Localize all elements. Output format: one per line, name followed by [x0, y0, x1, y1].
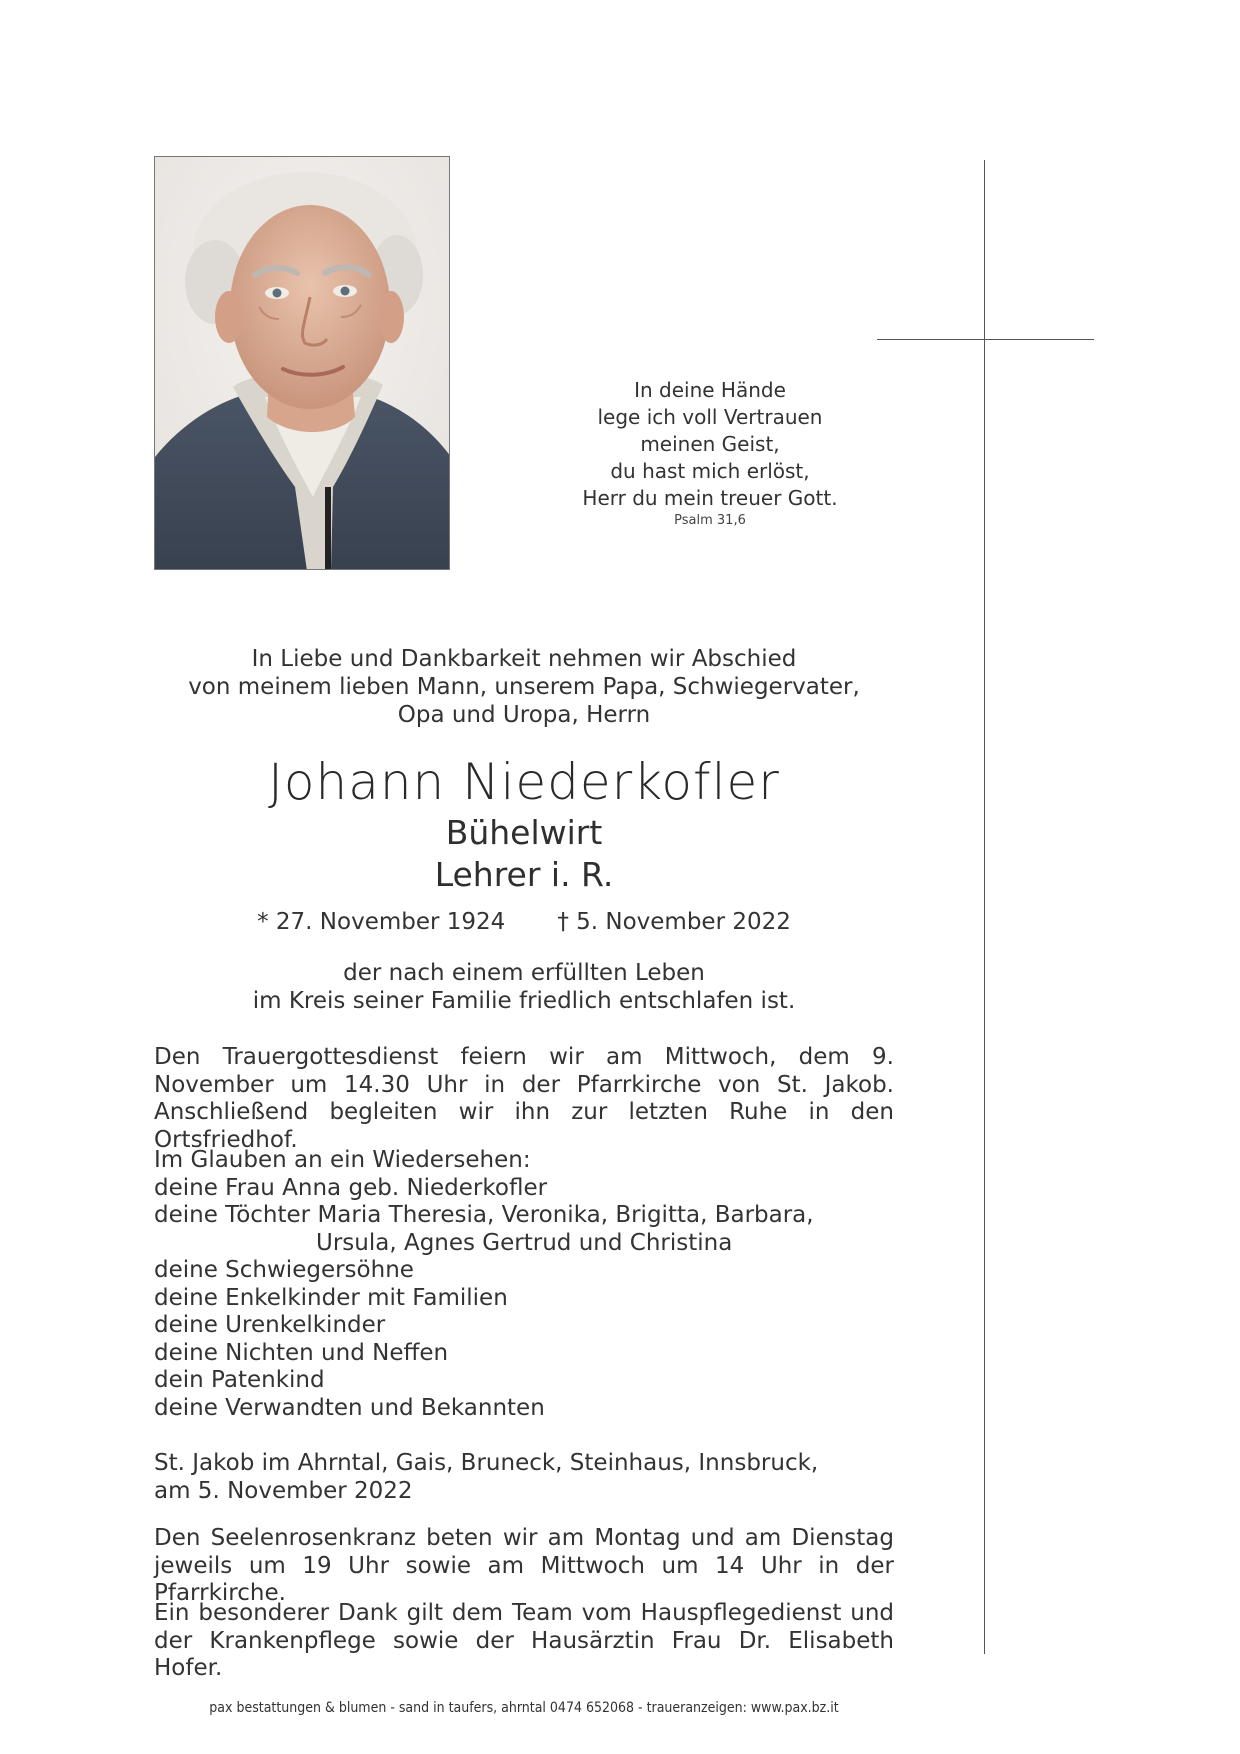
- mourner-line: Ursula, Agnes Gertrud und Christina: [316, 1229, 733, 1256]
- footer-text: pax bestattungen & blumen - sand in taufers, ahrntal 0474 652068 - traueranzeigen: www.pax.bz.it: [209, 1700, 839, 1716]
- portrait-photo: [154, 156, 450, 570]
- mourner-line: dein Patenkind: [154, 1367, 325, 1393]
- life-dates: [154, 907, 894, 937]
- mourner-line: deine Verwandten und Bekannten: [154, 1394, 545, 1421]
- cross-horizontal-line: [877, 339, 1094, 340]
- outro-text: [154, 959, 894, 1015]
- psalm-line: Herr du mein treuer Gott.: [582, 486, 838, 510]
- place-line: St. Jakob im Ahrntal, Gais, Bruneck, Steinhaus, Innsbruck,: [154, 1450, 819, 1476]
- cross-vertical-line: [984, 160, 985, 1654]
- intro-line: von meinem lieben Mann, unserem Papa, Schwiegervater,: [188, 674, 860, 700]
- intro-line: In Liebe und Dankbarkeit nehmen wir Abschied: [251, 646, 797, 672]
- mourner-line: deine Nichten und Neffen: [154, 1339, 449, 1366]
- psalm-line: lege ich voll Vertrauen: [597, 405, 823, 429]
- intro-text: [154, 645, 894, 729]
- outro-line: im Kreis seiner Familie friedlich entschlafen ist.: [252, 988, 796, 1014]
- psalm-reference: Psalm 31,6: [674, 513, 746, 528]
- mourner-line: deine Urenkelkinder: [154, 1312, 386, 1338]
- date-line: am 5. November 2022: [154, 1477, 413, 1504]
- rosary-text: Den Seelenrosenkranz beten wir am Montag und am Dienstag jeweils um 19 Uhr sowie am Mittwoch um 14 Uhr in der Pfarrkirche.: [154, 1525, 894, 1606]
- mourner-line: deine Schwiegersöhne: [154, 1257, 414, 1283]
- psalm-quote: [560, 377, 860, 530]
- psalm-line: du hast mich erlöst,: [610, 459, 810, 483]
- profession: Lehrer i. R.: [434, 855, 614, 894]
- thanks-text: Ein besonderer Dank gilt dem Team vom Hauspflegedienst und der Krankenpflege sowie der Hausärztin Frau Dr. Elisabeth Hofer.: [154, 1600, 894, 1681]
- funeral-service-text: Den Trauergottesdienst feiern wir am Mittwoch, dem 9. November um 14.30 Uhr in der Pfarrkirche von St. Jakob. Anschließend begleiten wir ihn zur letzten Ruhe in den Ortsfriedhof.: [154, 1044, 894, 1153]
- portrait-illustration: [155, 157, 450, 570]
- mourner-line: deine Töchter Maria Theresia, Veronika, Brigitta, Barbara,: [154, 1202, 814, 1228]
- intro-line: Opa und Uropa, Herrn: [397, 702, 651, 728]
- birth-date: * 27. November 1924: [257, 909, 506, 935]
- mourners-heading: Im Glauben an ein Wiedersehen:: [154, 1147, 531, 1173]
- death-date: † 5. November 2022: [557, 909, 791, 935]
- mourners-list: [154, 1147, 894, 1422]
- mourner-line: deine Frau Anna geb. Niederkofler: [154, 1174, 548, 1201]
- deceased-name: Johann Niederkofler: [268, 753, 780, 811]
- mourner-line: deine Enkelkinder mit Familien: [154, 1284, 508, 1311]
- outro-line: der nach einem erfüllten Leben: [343, 960, 705, 986]
- place-and-date: [154, 1450, 894, 1505]
- psalm-line: In deine Hände: [634, 378, 786, 402]
- nickname: Bühelwirt: [445, 813, 603, 852]
- psalm-line: meinen Geist,: [640, 432, 780, 456]
